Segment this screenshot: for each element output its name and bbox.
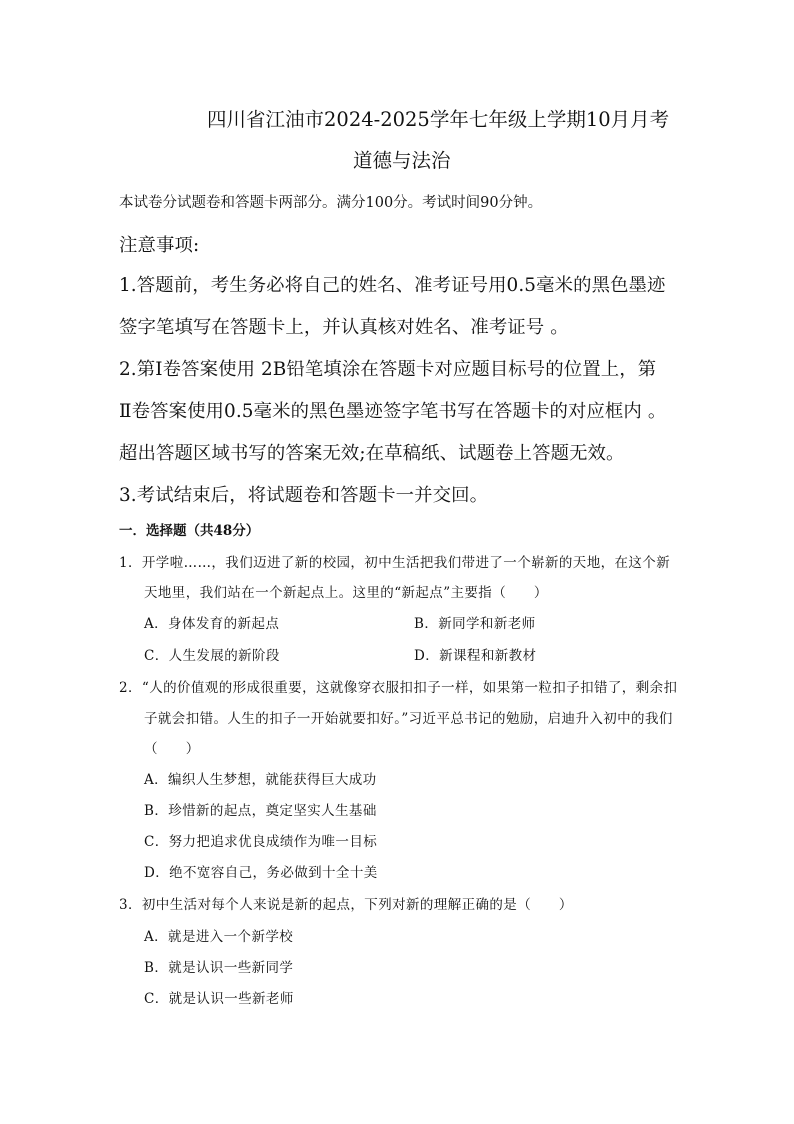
section-heading: 一．选择题（共48分）: [119, 523, 260, 539]
exam-intro: 本试卷分试题卷和答题卡两部分。满分100分。考试时间90分钟。: [119, 195, 543, 211]
question-2-option-d: D．绝不宽容自己，务必做到十全十美: [144, 865, 378, 881]
question-3-option-b: B．就是认识一些新同学: [144, 960, 294, 976]
question-1-option-b: B．新同学和新老师: [414, 616, 536, 632]
subject-title: 道德与法治: [353, 149, 451, 172]
question-2-line: 2．“人的价值观的形成很重要，这就像穿衣服扣扣子一样，如果第一粒扣子扣错了，剩余扣: [119, 680, 678, 696]
notice-heading: 注意事项:: [119, 235, 200, 256]
question-2-line: （ ）: [144, 741, 200, 757]
question-2-line: 子就会扣错。人生的扣子一开始就要扣好。”习近平总书记的勉励，启迪升入初中的我们: [144, 711, 673, 727]
question-1-option-a: A．身体发育的新起点: [144, 616, 280, 632]
notice-line: 3.考试结束后，将试题卷和答题卡一并交回。: [119, 485, 489, 506]
question-1-option-d: D．新课程和新教材: [414, 648, 537, 664]
notice-line: 1.答题前，考生务必将自己的姓名、准考证号用0.5毫米的黑色墨迹: [119, 275, 666, 296]
notice-line: 签字笔填写在答题卡上，并认真核对姓名、准考证号 。: [119, 317, 569, 338]
question-3-option-c: C．就是认识一些新老师: [144, 991, 294, 1007]
question-3-line: 3．初中生活对每个人来说是新的起点，下列对新的理解正确的是（ ）: [119, 897, 573, 913]
question-2-option-c: C．努力把追求优良成绩作为唯一目标: [144, 834, 378, 850]
notice-line: 2.第I卷答案使用 2B铅笔填涂在答题卡对应题目标号的位置上，第: [119, 359, 657, 380]
question-2-option-b: B．珍惜新的起点，奠定坚实人生基础: [144, 803, 377, 819]
question-1-line: 1．开学啦……，我们迈进了新的校园，初中生活把我们带进了一个崭新的天地，在这个新: [119, 555, 671, 571]
question-3-option-a: A．就是进入一个新学校: [144, 929, 294, 945]
notice-line: 超出答题区域书写的答案无效;在草稿纸、试题卷上答题无效。: [119, 443, 625, 464]
question-1-line: 天地里，我们站在一个新起点上。这里的“新起点”主要指（ ）: [144, 585, 548, 601]
question-1-option-c: C．人生发展的新阶段: [144, 648, 280, 664]
question-2-option-a: A．编织人生梦想，就能获得巨大成功: [144, 772, 377, 788]
exam-title: 四川省江油市2024-2025学年七年级上学期10月月考: [207, 108, 670, 131]
notice-line: Ⅱ卷答案使用0.5毫米的黑色墨迹签字笔书写在答题卡的对应框内 。: [119, 401, 667, 422]
